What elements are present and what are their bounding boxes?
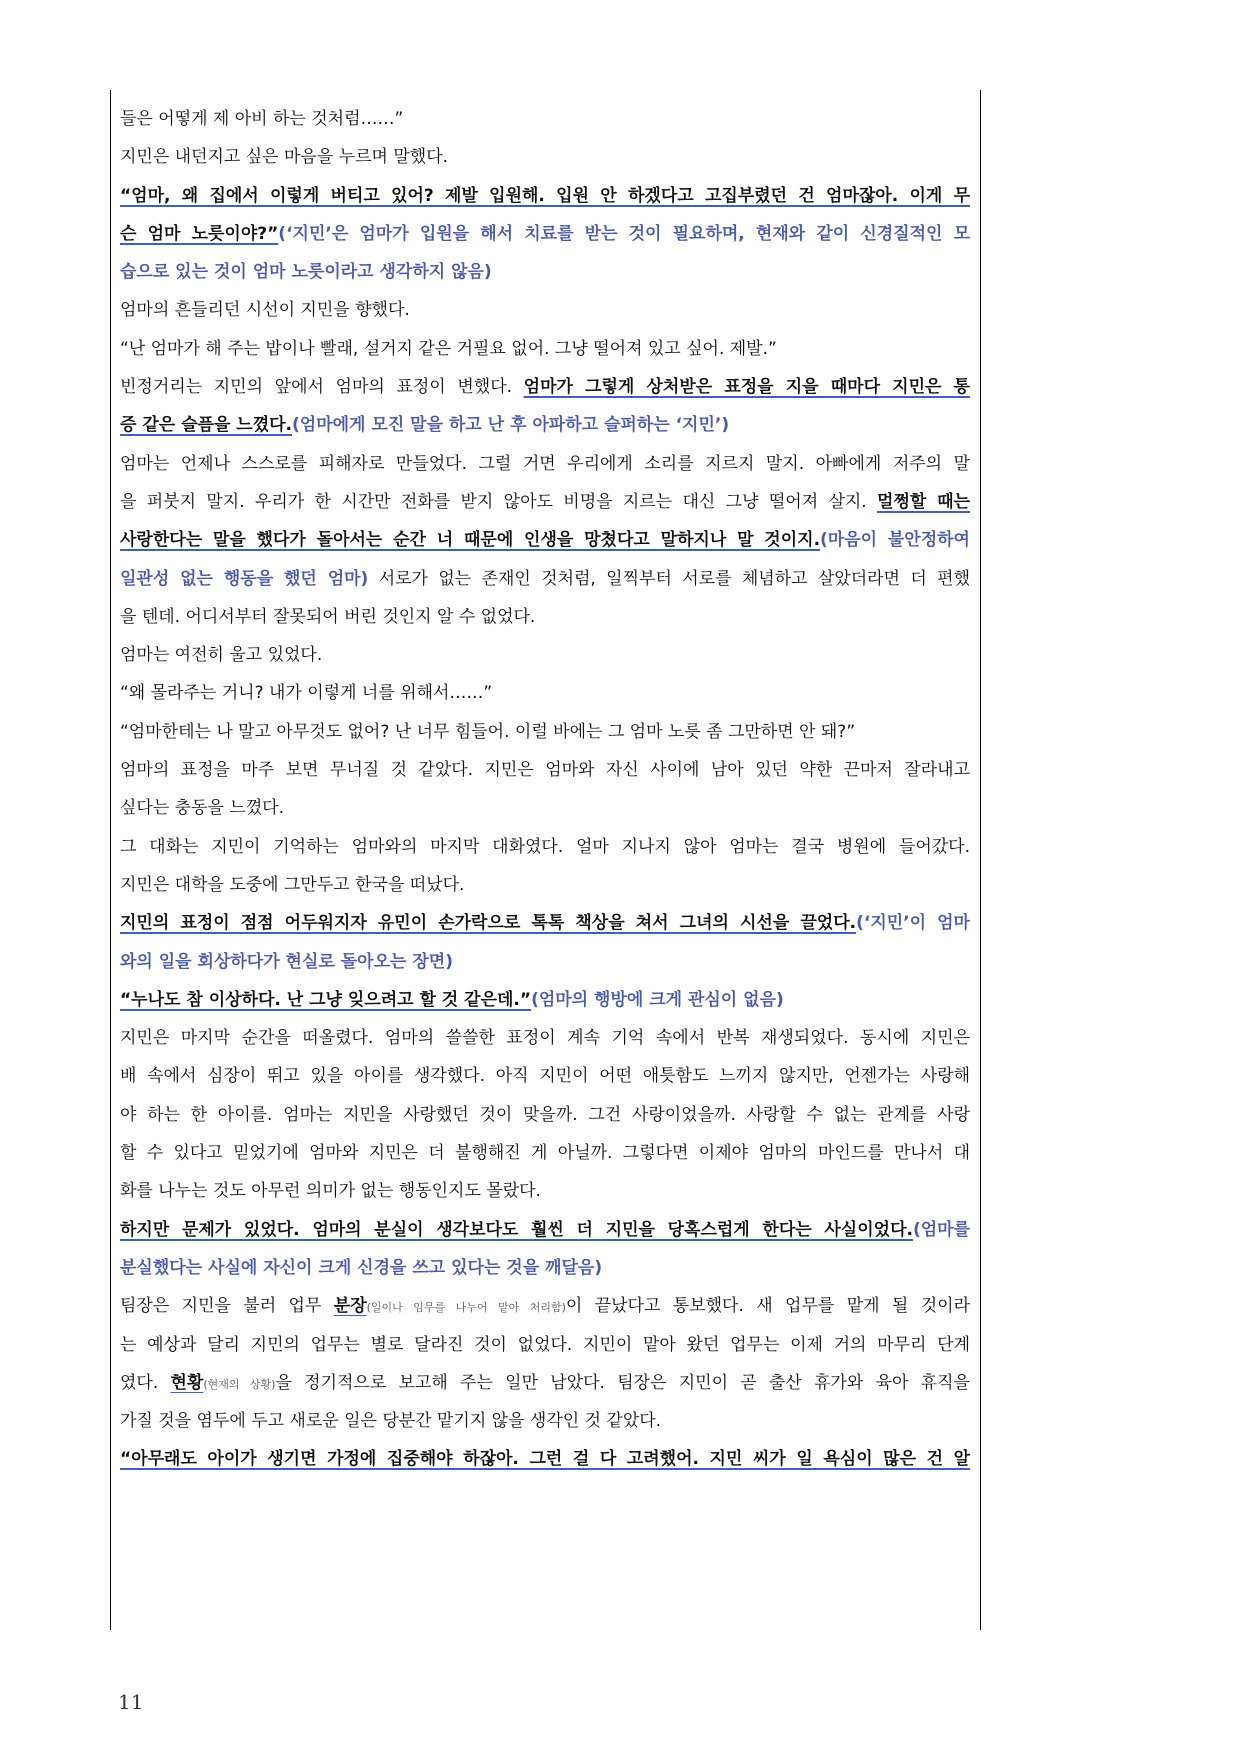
body-text-span: 을 텐데. 어디서부터 잘못되어 버린 것인지 알 수 없었다. [120,606,536,627]
text-line [120,789,970,827]
text-line [120,291,970,329]
vocabulary-term: 분장 [333,1296,367,1317]
underlined-key-sentence: 슨 엄마 노릇이야?” [120,223,279,244]
text-line [120,904,970,942]
underlined-key-sentence: 엄마가 그렇게 상처받은 표정을 지을 때마다 지민은 통 [523,377,970,398]
body-text-span: “난 엄마가 해 주는 밥이나 빨래, 설거지 같은 거필요 없어. 그냥 떨어져 있고 싶어. 제발.” [120,338,777,359]
annotation-note: (엄마의 행방에 크게 관심이 없음) [531,989,784,1010]
body-text-span: 엄마는 언제나 스스로를 피해자로 만들었다. 그럴 거면 우리에게 소리를 지르지 말지. 아빠에게 저주의 말 [120,453,970,474]
body-text-span: 팀장은 지민을 불러 업무 [120,1296,334,1317]
underlined-key-sentence: 하지만 문제가 있었다. 엄마의 분실이 생각보다도 훨씬 더 지민을 당혹스럽게 한다는 사실이었다. [120,1219,913,1240]
text-line [120,368,970,406]
text-line [120,560,970,598]
text-line [120,1402,970,1440]
text-line [120,521,970,559]
body-text-span: “엄마한테는 나 말고 아무것도 없어? 난 너무 힘들어. 이럴 바에는 그 엄마 노릇 좀 그만하면 안 돼?” [120,721,856,742]
vocabulary-term: 현황 [170,1372,204,1393]
underlined-key-sentence: 멀쩡할 때는 [877,491,970,512]
text-line [120,866,970,904]
body-text-span: 엄마의 흔들리던 시선이 지민을 향했다. [120,300,410,321]
text-line [120,177,970,215]
text-line [120,406,970,444]
text-line [120,1364,970,1402]
text-line [120,138,970,176]
text-line [120,1326,970,1364]
text-line [120,1057,970,1095]
text-line [120,713,970,751]
body-text-span: 싶다는 충동을 느꼈다. [120,798,285,819]
body-text-span: 빈정거리는 지민의 앞에서 엄마의 표정이 변했다. [120,377,524,398]
body-text-span: 지민은 대학을 도중에 그만두고 한국을 떠났다. [120,874,465,895]
right-margin-rule [980,90,981,1630]
text-line [120,943,970,981]
body-text-span: 그 대화는 지민이 기억하는 엄마와의 마지막 대화였다. 얼마 지나지 않아 엄마는 결국 병원에 들어갔다. [120,836,970,857]
body-text-span: 였다. [120,1372,171,1393]
text-line [120,1440,970,1478]
annotation-note: 와의 일을 회상하다가 현실로 돌아오는 장면) [120,951,453,972]
annotation-note: (‘지민’이 엄마 [856,913,970,934]
body-text-span: 지민은 내던지고 싶은 마음을 누르며 말했다. [120,147,449,168]
underlined-key-sentence: 지민의 표정이 점점 어두워지자 유민이 손가락으로 톡톡 책상을 쳐서 그녀의 시선을 끌었다. [120,913,857,934]
underlined-key-sentence: “엄마, 왜 집에서 이렇게 버티고 있어? 제발 입원해. 입원 안 하겠다고 고집부렸던 건 엄마잖아. 이게 무 [120,185,970,206]
text-line [120,330,970,368]
annotation-note: 분실했다는 사실에 자신이 크게 신경을 쓰고 있다는 것을 깨달음) [120,1257,603,1278]
body-text-span: 이 끝났다고 통보했다. 새 업무를 맡게 될 것이라 [565,1296,971,1317]
annotation-note: (엄마를 [912,1219,970,1240]
body-text-span: 할 수 있다고 믿었기에 엄마와 지민은 더 불행해진 게 아닐까. 그렇다면 이제야 엄마의 마인드를 만나서 대 [120,1143,970,1164]
text-line [120,1211,970,1249]
annotation-note: 일관성 없는 행동을 했던 엄마) [120,568,369,589]
page-number: 11 [118,1690,144,1714]
body-text-span: 엄마의 표정을 마주 보면 무너질 것 같았다. 지민은 엄마와 자신 사이에 남아 있던 약한 끈마저 잘라내고 [120,760,970,781]
body-text-span: 가질 것을 염두에 두고 새로운 일은 당분간 맡기지 않을 생각인 것 같았다. [120,1411,662,1432]
text-line [120,215,970,253]
body-text-span: 을 정기적으로 보고해 주는 일만 남았다. 팀장은 지민이 곧 출산 휴가와 육아 휴직을 [275,1372,970,1393]
body-text-span: 지민은 마지막 순간을 떠올렸다. 엄마의 쓸쓸한 표정이 계속 기억 속에서 반복 재생되었다. 동시에 지민은 [120,1028,970,1049]
underlined-key-sentence: “아무래도 아이가 생기면 가정에 집중해야 하잖아. 그런 걸 다 고려했어. 지민 씨가 일 욕심이 많은 건 알 [120,1449,970,1470]
body-text-span: 배 속에서 심장이 뛰고 있을 아이를 생각했다. 아직 지민이 어떤 애틋함도 느끼지 않지만, 언젠가는 사랑해 [120,1066,970,1087]
term-definition: (일이나 임무를 나누어 맡아 처리함) [366,1301,566,1315]
text-line [120,253,970,291]
body-text-span: 는 예상과 달리 지민의 업무는 별로 달라진 것이 없었다. 지민이 맡아 왔던 업무는 이제 거의 마무리 단계 [120,1334,970,1355]
annotation-note: (‘지민’은 엄마가 입원을 해서 치료를 받는 것이 필요하며, 현재와 같이 신경질적인 모 [278,223,971,244]
term-definition: (현재의 상황) [203,1377,276,1391]
body-text-span: 들은 어떻게 제 아비 하는 것처럼……” [120,109,404,129]
text-line [120,828,970,866]
annotation-note: 습으로 있는 것이 엄마 노릇이라고 생각하지 않음) [120,262,492,283]
text-line [120,483,970,521]
text-line [120,1249,970,1287]
text-line [120,1019,970,1057]
underlined-key-sentence: “누나도 참 이상하다. 난 그냥 잊으려고 할 것 같은데.” [120,989,532,1010]
text-line [120,100,970,138]
text-line [120,1172,970,1210]
body-text-span: 엄마는 여전히 울고 있었다. [120,645,323,666]
body-text-span: “왜 몰라주는 거니? 내가 이렇게 너를 위해서……” [120,683,493,704]
text-line [120,674,970,712]
underlined-key-sentence: 증 같은 슬픔을 느꼈다. [120,415,293,436]
text-line [120,1287,970,1325]
text-line [120,751,970,789]
text-line [120,981,970,1019]
text-line [120,1096,970,1134]
body-text-span: 야 하는 한 아이를. 엄마는 지민을 사랑했던 것이 맞을까. 그건 사랑이었을까. 사랑할 수 없는 관계를 사랑 [120,1104,970,1125]
underlined-key-sentence: 사랑한다는 말을 했다가 돌아서는 순간 너 때문에 인생을 망쳤다고 말하지나 말 것이지. [120,530,821,551]
left-margin-rule [110,90,111,1630]
body-text-span: 을 퍼붓지 말지. 우리가 한 시간만 전화를 받지 않아도 비명을 지르는 대신 그냥 떨어져 살지. [120,491,878,512]
text-line [120,1134,970,1172]
annotation-note: (마음이 불안정하여 [820,530,970,551]
text-line [120,598,970,636]
story-body-text [120,100,970,1479]
text-line [120,636,970,674]
text-line [120,445,970,483]
body-text-span: 서로가 없는 존재인 것처럼, 일찍부터 서로를 체념하고 살았더라면 더 편했 [368,568,970,589]
body-text-span: 화를 나누는 것도 아무런 의미가 없는 행동인지도 몰랐다. [120,1181,541,1202]
annotation-note: (엄마에게 모진 말을 하고 난 후 아파하고 슬퍼하는 ‘지민’) [292,415,730,436]
